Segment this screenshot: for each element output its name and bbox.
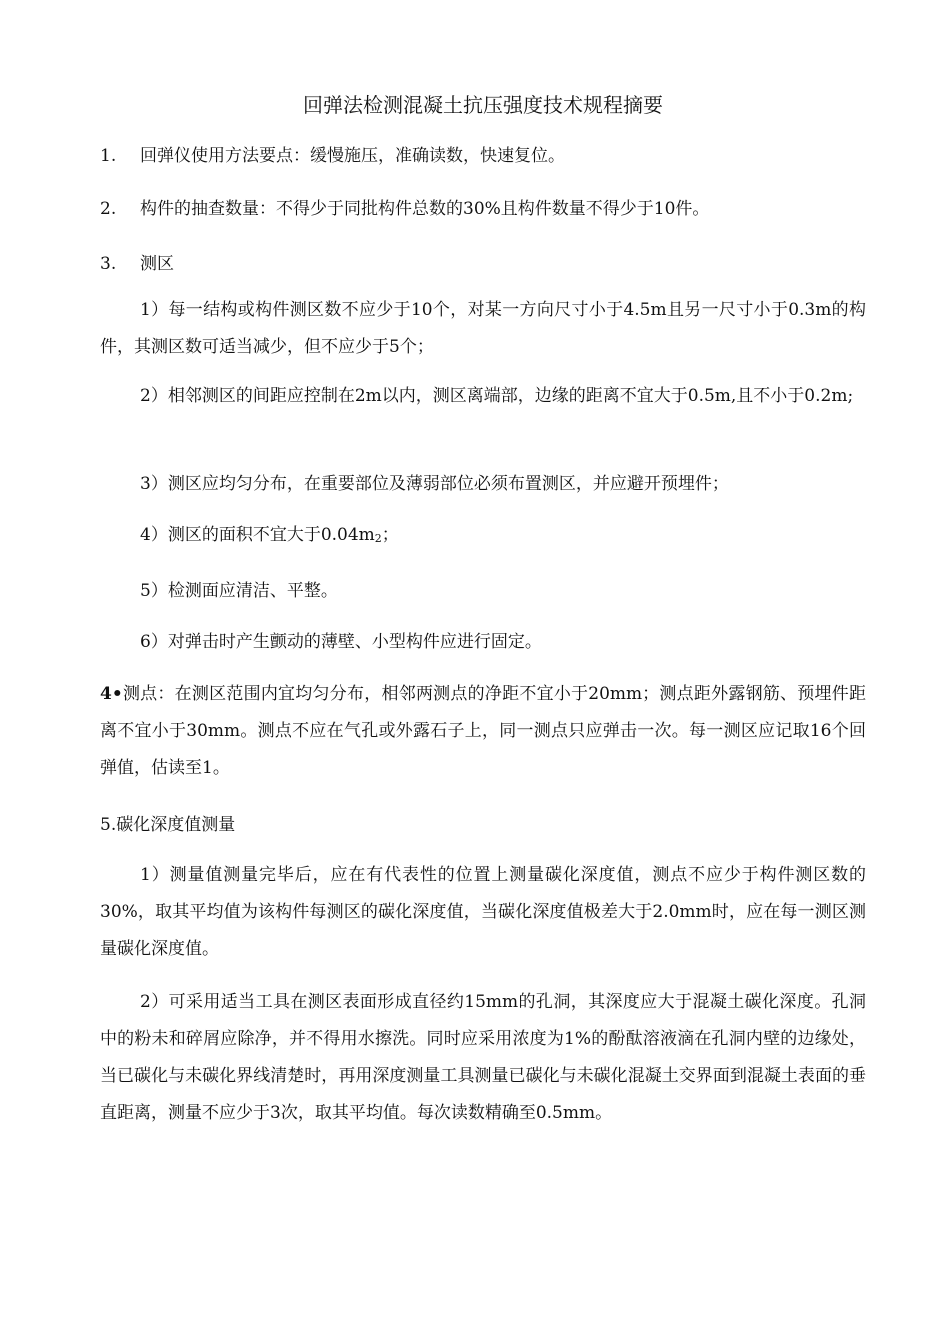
list-item-1 — [100, 142, 866, 170]
superscript-unit: 2 — [374, 532, 382, 545]
section3-para-2: 2）相邻测区的间距应控制在2m以内，测区离端部，边缘的距离不宜大于0.5m,且不小于0.2m; — [140, 386, 854, 406]
section3-para-4 — [100, 517, 866, 557]
list-item-2 — [100, 195, 866, 223]
list-item-number: 1. — [100, 146, 117, 166]
section3-para-4-end: ； — [381, 525, 399, 545]
list-item-text: 构件的抽查数量：不得少于同批构件总数的30%且构件数量不得少于10件。 — [140, 199, 710, 219]
document-title: 回弹法检测混凝土抗压强度技术规程摘要 — [303, 93, 663, 117]
section5-para-1: 1）测量值测量完毕后，应在有代表性的位置上测量碳化深度值，测点不应少于构件测区数的30%，取其平均值为该构件每测区的碳化深度值，当碳化深度值极差大于2.0mm时，应在每一测区测量碳化深度值。 — [100, 865, 866, 959]
list-item-text: 回弹仪使用方法要点：缓慢施压，准确读数，快速复位。 — [140, 146, 565, 166]
section3-para-5: 5）检测面应清洁、平整。 — [140, 581, 338, 601]
section4-para — [100, 676, 866, 787]
section3-para-1: 1）每一结构或构件测区数不应少于10个，对某一方向尺寸小于4.5m且另一尺寸小于0.3m的构件，其测区数可适当减少，但不应少于5个； — [100, 300, 866, 357]
section3-para-6: 6）对弹击时产生颤动的薄壁、小型构件应进行固定。 — [140, 632, 542, 652]
list-item-3 — [100, 250, 866, 278]
section5-heading: 5.碳化深度值测量 — [100, 815, 236, 835]
section4-text: 测点：在测区范围内宜均匀分布，相邻两测点的净距不宜小于20mm；测点距外露钢筋、预埋件距离不宜小于30mm。测点不应在气孔或外露石子上，同一测点只应弹击一次。每一测区应记取16个回弹值，估读至1。 — [100, 684, 866, 778]
section4-label: 4• — [100, 684, 123, 704]
list-item-number: 3. — [100, 254, 117, 274]
list-item-text: 测区 — [140, 254, 174, 274]
section5-para-2: 2）可采用适当工具在测区表面形成直径约15mm的孔洞，其深度应大于混凝土碳化深度。孔洞中的粉未和碎屑应除净，并不得用水擦洗。同时应采用浓度为1%的酚酞溶液滴在孔洞内壁的边缘处，当已碳化与未碳化界线清楚时，再用深度测量工具测量已碳化与未碳化混凝土交界面到混凝土表面的垂直距离，测量不应少于3次，取其平均值。每次读数精确至0.5mm。 — [100, 992, 866, 1123]
section3-para-3: 3）测区应均匀分布，在重要部位及薄弱部位必须布置测区，并应避开预埋件； — [140, 474, 729, 494]
section3-para-4-text: 4）测区的面积不宜大于0.04m — [140, 525, 375, 545]
list-item-number: 2. — [100, 199, 117, 219]
document-page — [100, 0, 866, 1344]
